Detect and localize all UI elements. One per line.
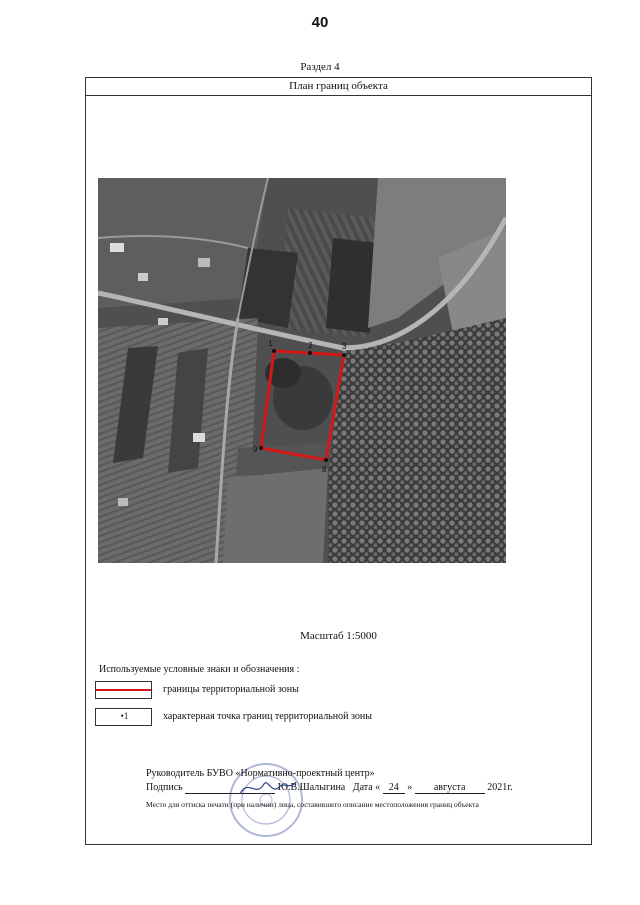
sign-label: Подпись: [146, 782, 183, 793]
aerial-photo: [98, 178, 506, 563]
point-symbol: •1: [120, 711, 129, 721]
date-day: 24: [383, 782, 405, 794]
point-label-9: 9: [253, 445, 258, 454]
signature-icon: [238, 776, 298, 800]
signer-name: Ю.В.Шалыгина: [277, 782, 346, 793]
point-label-1: 1: [268, 339, 273, 348]
date-label: Дата «: [352, 782, 381, 793]
signature-line: [146, 782, 513, 794]
point-label-2: 2: [308, 341, 313, 350]
signer-position: Руководитель БУВО «Нормативно-проектный центр»: [146, 768, 375, 779]
scale-label: Масштаб 1:5000: [300, 630, 377, 642]
legend-text-point: характерная точка границ территориальной зоны: [163, 711, 372, 722]
point-label-3: 3: [342, 342, 347, 351]
frame-header: План границ объекта: [86, 78, 591, 96]
date-sep: »: [407, 782, 413, 793]
legend-text-boundary: границы территориальной зоны: [163, 684, 299, 695]
point-label-8: 8: [322, 465, 327, 474]
date-year: 2021г.: [487, 782, 513, 793]
date-month: августа: [415, 782, 485, 794]
boundary-swatch: [95, 681, 152, 699]
aerial-map: [98, 178, 506, 563]
stamp-note: Место для оттиска печати (при наличии) лица, составившего описание местоположения границ объекта: [146, 800, 479, 809]
point-swatch: [95, 708, 152, 726]
document-frame: [85, 77, 592, 845]
legend-title: Используемые условные знаки и обозначения :: [99, 664, 300, 675]
section-title: Раздел 4: [300, 61, 340, 73]
page-number: 40: [311, 14, 329, 31]
